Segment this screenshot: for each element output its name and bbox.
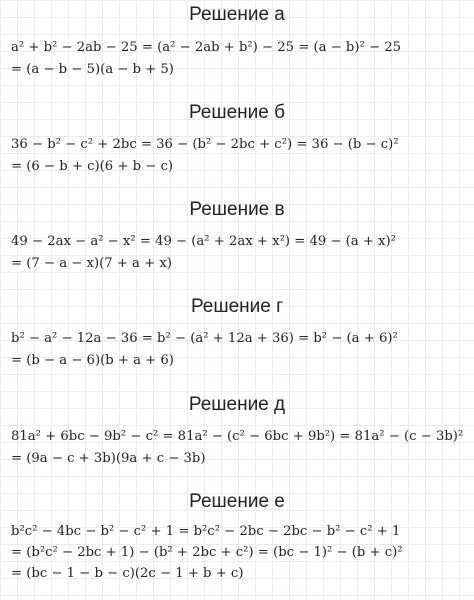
solution-b (0, 100, 474, 178)
equation-line: = (bc − 1 − b − c)(2c − 1 + b + c) (11, 566, 244, 581)
equation-line: 81a² + 6bc − 9b² − c² = 81a² − (c² − 6bc + 9b²) = 81a² − (c − 3b)² (11, 429, 464, 444)
equation-line: 36 − b² − c² + 2bc = 36 − (b² − 2bc + c²) = 36 − (b − c)² (11, 137, 399, 152)
solution-title: Решение в (189, 199, 285, 220)
solution-d (0, 392, 474, 470)
equation-line: = (6 − b + c)(6 + b − c) (11, 159, 173, 174)
solution-a (0, 2, 474, 81)
solution-v (0, 197, 474, 275)
equation-line: = (7 − a − x)(7 + a + x) (11, 256, 172, 271)
solution-title: Решение г (190, 296, 284, 317)
solution-g (0, 294, 474, 372)
equation-line: b² − a² − 12a − 36 = b² − (a² + 12a + 36) = b² − (a + 6)² (11, 331, 398, 346)
equation-line: = (b − a − 6)(b + a + 6) (11, 353, 174, 368)
equation-line: 49 − 2ax − a² − x² = 49 − (a² + 2ax + x²) = 49 − (a + x)² (11, 234, 396, 249)
equation-line: = (9a − c + 3b)(9a + c − 3b) (11, 451, 206, 466)
equation-line: a² + b² − 2ab − 25 = (a² − 2ab + b²) − 25 = (a − b)² − 25 (11, 40, 401, 55)
equation-line: = (a − b − 5)(a − b + 5) (11, 62, 174, 77)
solution-title: Решение д (188, 394, 286, 415)
equation-line: = (b²c² − 2bc + 1) − (b² + 2bc + c²) = (bc − 1)² − (b + c)² (11, 545, 403, 560)
solution-title: Решение е (189, 491, 285, 512)
solution-title: Решение б (188, 102, 286, 123)
equation-line: b²c² − 4bc − b² − c² + 1 = b²c² − 2bc − 2bc − b² − c² + 1 (11, 524, 401, 539)
solution-e (0, 489, 474, 584)
solution-title: Решение а (189, 4, 285, 25)
